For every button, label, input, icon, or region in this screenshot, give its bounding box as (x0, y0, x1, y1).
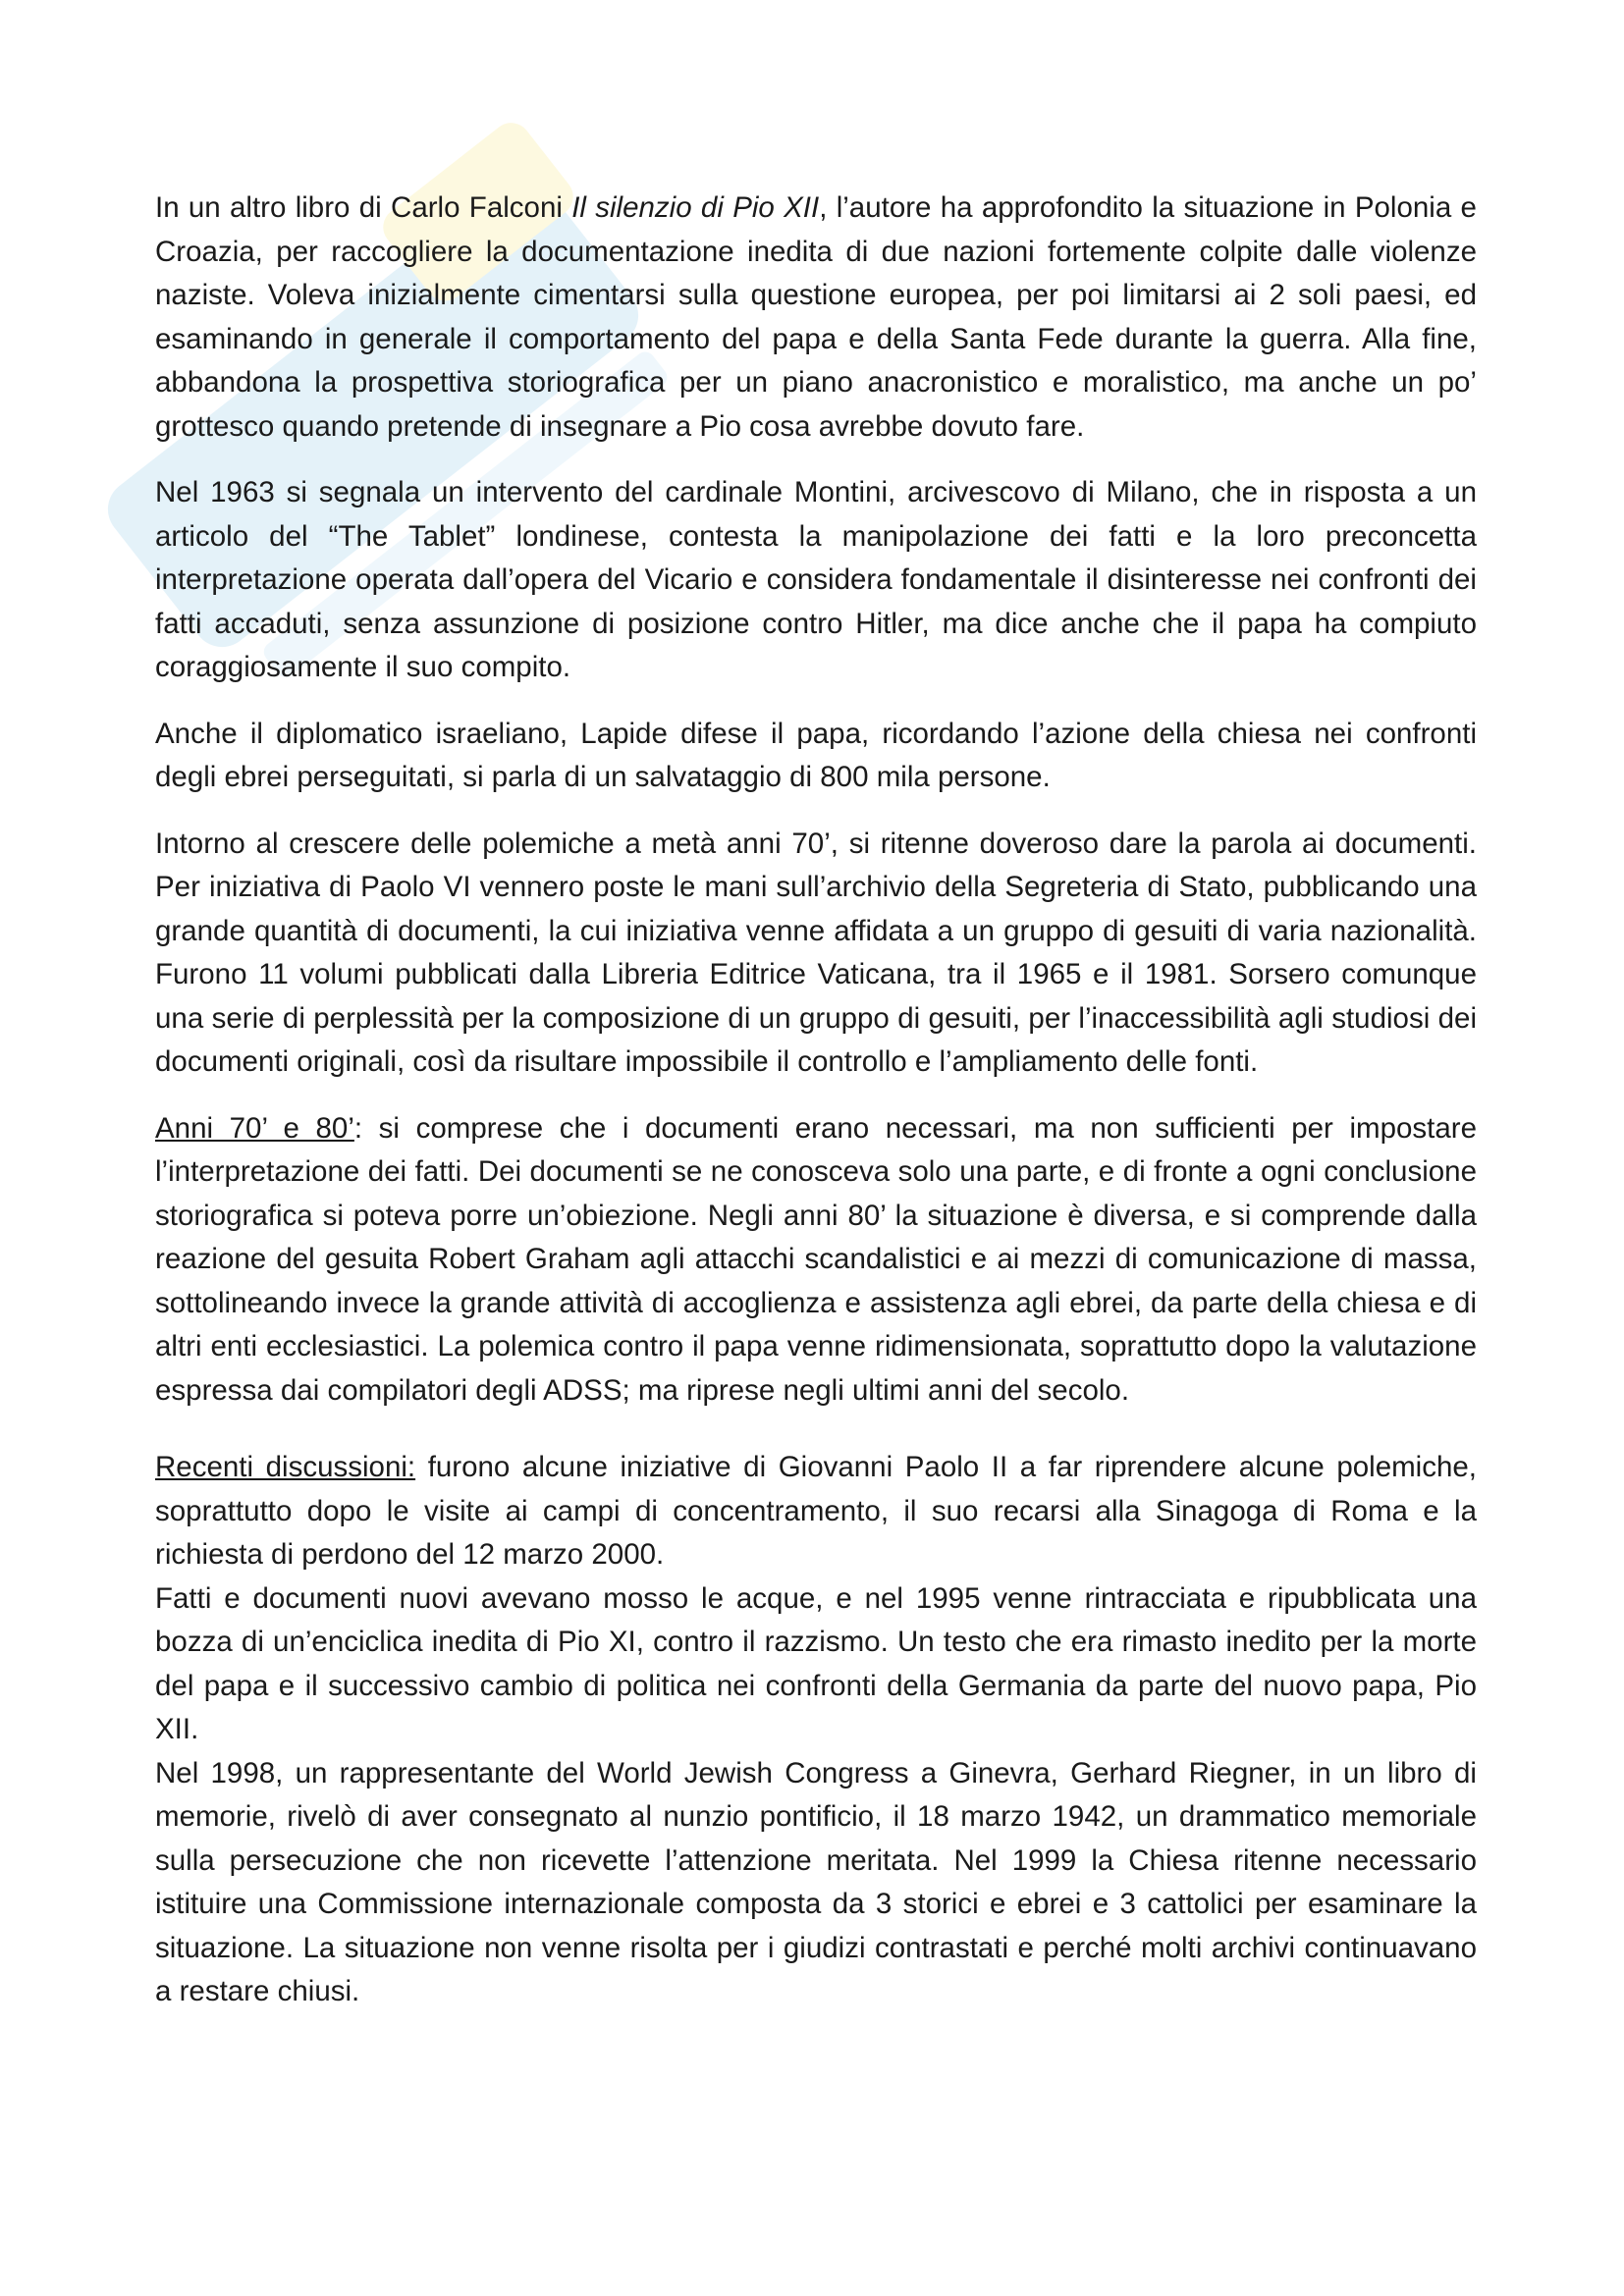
paragraph-falconi-body: , l’autore ha approfondito la situazione in Polonia e Croazia, per raccogliere la documentazione inedita di due nazioni fortemente colpite dalle violenze naziste. Voleva inizialmente cimentarsi sulla questione europea, per poi limitarsi ai 2 soli paesi, ed esaminando in generale il comportamento del papa e della Santa Fede durante la guerra. Alla fine, abbandona la prospettiva storiografica per un piano anacronistico e moralistico, ma anche un po’ grottesco quando pretende di insegnare a Pio cosa avrebbe dovuto fare. (155, 191, 1477, 443)
paragraph-montini: Nel 1963 si segnala un intervento del cardinale Montini, arcivescovo di Milano, che in risposta a un articolo del “The Tablet” londinese, contesta la manipolazione dei fatti e la loro preconcetta interpretazione operata dall’opera del Vicario e considera fondamentale il disinteresse nei confronti dei fatti accaduti, senza assunzione di posizione contro Hitler, ma dice anche che il papa ha compiuto coraggiosamente il suo compito. (155, 476, 1477, 683)
paragraph-falconi-intro: In un altro libro di Carlo Falconi (155, 191, 572, 224)
section-heading-anni: Anni 70’ e 80’ (155, 1111, 354, 1145)
paragraph-riegner: Nel 1998, un rappresentante del World Jewish Congress a Ginevra, Gerhard Riegner, in un libro di memorie, rivelò di aver consegnato al nunzio pontificio, il 18 marzo 1942, un drammatico memoriale sulla persecuzione che non ricevette l’attenzione meritata. Nel 1999 la Chiesa ritenne necessario istituire una Commissione internazionale composta da 3 storici e ebrei e 3 cattolici per esaminare la situazione. La situazione non venne risolta per i giudizi contrastati e perché molti archivi continuavano a restare chiusi. (155, 1756, 1477, 2007)
paragraph-documenti: Intorno al crescere delle polemiche a metà anni 70’, si ritenne doveroso dare la parola ai documenti. Per iniziativa di Paolo VI vennero poste le mani sull’archivio della Segreteria di Stato, pubblicando una grande quantità di documenti, la cui iniziativa venne affidata a un gruppo di gesuiti di varia nazionalità. Furono 11 volumi pubblicati dalla Libreria Editrice Vaticana, tra il 1965 e il 1981. Sorsero comunque una serie di perplessità per la composizione di un gruppo di gesuiti, per l’inaccessibilità agli studiosi dei documenti originali, così da risultare impossibile il controllo e l’ampliamento delle fonti. (155, 827, 1477, 1078)
document-body (155, 187, 1477, 2014)
paragraph-anni-70-80 (155, 1107, 1477, 1414)
paragraph-recenti-body: furono alcune iniziative di Giovanni Paolo II a far riprendere alcune polemiche, soprattutto dopo le visite ai campi di concentramento, il suo recarsi alla Sinagoga di Roma e la richiesta di perdono del 12 marzo 2000. (155, 1451, 1477, 1571)
paragraph-falconi (155, 187, 1477, 449)
book-title: Il silenzio di Pio XII (571, 191, 820, 224)
paragraph-lapide: Anche il diplomatico israeliano, Lapide difese il papa, ricordando l’azione della chiesa nei confronti degli ebrei perseguitati, si parla di un salvataggio di 800 mila persone. (155, 717, 1477, 793)
section-heading-recenti: Recenti discussioni: (155, 1451, 416, 1483)
paragraph-recenti (155, 1446, 1477, 1577)
paragraph-enciclica: Fatti e documenti nuovi avevano mosso le acque, e nel 1995 venne rintracciata e ripubblicata una bozza di un’enciclica inedita di Pio XI, contro il razzismo. Un testo che era rimasto inedito per la morte del papa e il successivo cambio di politica nei confronti della Germania da parte del nuovo papa, Pio XII. (155, 1581, 1477, 1745)
paragraph-anni-body: : si comprese che i documenti erano necessari, ma non sufficienti per impostare l’interpretazione dei fatti. Dei documenti se ne conosceva solo una parte, e di fronte a ogni conclusione storiografica si poteva porre un’obiezione. Negli anni 80’ la situazione è diversa, e si comprende dalla reazione del gesuita Robert Graham agli attacchi scandalistici e ai mezzi di comunicazione di massa, sottolineando invece la grande attività di accoglienza e assistenza agli ebrei, da parte della chiesa e di altri enti ecclesiastici. La polemica contro il papa venne ridimensionata, soprattutto dopo la valutazione espressa dai compilatori degli ADSS; ma riprese negli ultimi anni del secolo. (155, 1111, 1477, 1407)
